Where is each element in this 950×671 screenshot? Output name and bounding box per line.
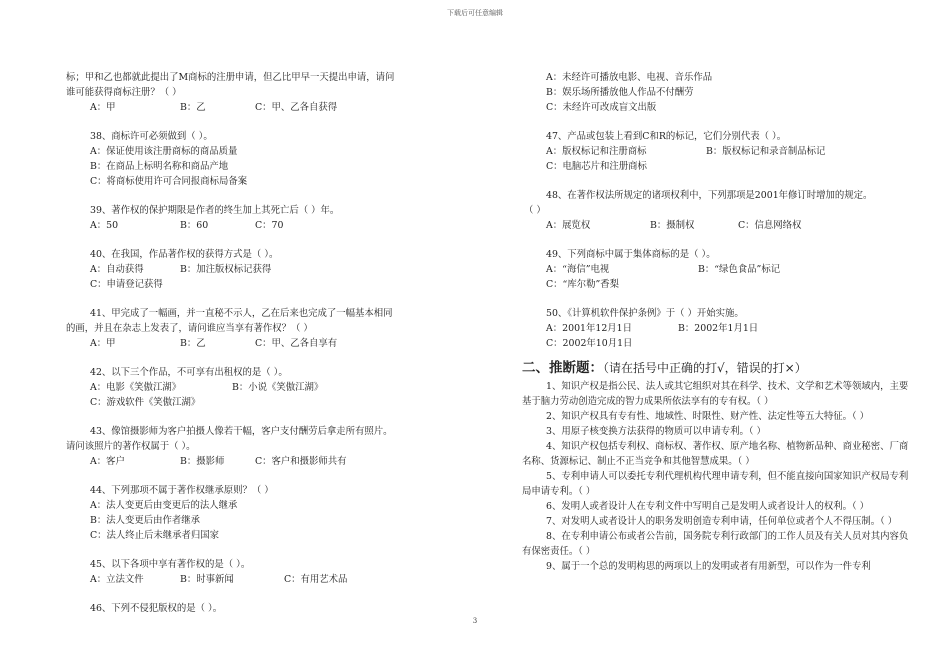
question-37-tail [66, 70, 466, 115]
option-c: C：客户和摄影师共有 [255, 456, 347, 467]
option-c: C：信息网络权 [738, 220, 802, 231]
option-b: B：在商品上标明名称和商品产地 [90, 161, 229, 172]
option-c: C：甲、乙各自享有 [255, 338, 338, 349]
option-a: A：2001年12月1日 [546, 323, 633, 334]
option-row [66, 336, 466, 351]
question-text: 49、下列商标中属于集体商标的是（ ）。 [546, 249, 716, 260]
question-text: 43、像馆摄影师为客户拍摄人像若干幅，客户支付酬劳后拿走所有照片。 [90, 426, 393, 437]
question-41 [66, 306, 466, 351]
option-b: B：摄制权 [650, 220, 695, 231]
question-text: 46、下列不侵犯版权的是（ ）。 [90, 603, 223, 614]
question-39 [66, 203, 466, 233]
option-c: C：甲、乙各自获得 [255, 102, 338, 113]
section-instruction: （请在括号中正确的打√，错误的打×） [603, 361, 807, 375]
option-c: C：法人终止后未继承者归国家 [90, 530, 220, 541]
option-c: C：未经许可改成盲文出版 [546, 102, 657, 113]
question-text: 标；甲和乙也都就此提出了M商标的注册申请，但乙比甲早一天提出申请，请问 [66, 72, 395, 83]
option-c: C：电脑芯片和注册商标 [546, 161, 647, 172]
option-c: C：将商标使用许可合同报商标局备案 [90, 176, 248, 187]
option-c: C：游戏软件《笑傲江湖》 [90, 397, 201, 408]
option-row [66, 454, 466, 469]
question-46-options [522, 70, 917, 115]
question-text: 谁可能获得商标注册？（ ） [66, 87, 182, 98]
option-a: A：版权标记和注册商标 [546, 146, 647, 157]
question-text: 38、商标许可必须做到（ ）。 [90, 131, 213, 142]
question-text: 40、在我国，作品著作权的获得方式是（ ）。 [90, 249, 279, 260]
option-a: A：甲 [90, 102, 116, 113]
option-row [522, 321, 917, 336]
page-number: 3 [472, 617, 478, 625]
judgment-item: 8、在专利申请公布或者公告前，国务院专利行政部门的工作人员及有关人员对其内容负有保密责任。（ ） [522, 531, 909, 557]
option-a: A：未经许可播放电影、电视、音乐作品 [546, 72, 713, 83]
question-50 [522, 306, 917, 351]
question-text: 45、以下各项中享有著作权的是（ ）。 [90, 559, 251, 570]
question-47 [522, 129, 917, 174]
option-b: B：加注版权标记获得 [180, 264, 272, 275]
question-text: 41、甲完成了一幅画，并一直秘不示人，乙在后来也完成了一幅基本相同 [90, 308, 393, 319]
option-row [66, 262, 466, 277]
option-a: A：自动获得 [90, 264, 144, 275]
option-b: B：60 [180, 220, 209, 231]
option-a: A：保证使用该注册商标的商品质量 [90, 146, 238, 157]
option-row [522, 218, 917, 233]
option-b: B：娱乐场所播放他人作品不付酬劳 [546, 87, 694, 98]
option-b: B：摄影师 [180, 456, 225, 467]
question-49 [522, 247, 917, 292]
option-row [522, 262, 917, 277]
option-b: B：小说《笑傲江湖》 [232, 382, 324, 393]
question-text: 50、《计算机软件保护条例》于（ ）开始实施。 [546, 308, 744, 319]
judgment-item: 9、属于一个总的发明构思的两项以上的发明或者有用新型，可以作为一件专利 [546, 561, 871, 572]
judgment-item: 2、知识产权具有专有性、地域性、时限性、财产性、法定性等五大特征。（ ） [546, 411, 870, 422]
judgment-item: 7、对发明人或者设计人的职务发明创造专利申请，任何单位或者个人不得压制。（ ） [546, 516, 898, 527]
question-42 [66, 365, 466, 410]
option-a: A：电影《笑傲江湖》 [90, 382, 182, 393]
option-row [66, 572, 466, 587]
option-b: B：版权标记和录音制品标记 [706, 146, 826, 157]
option-b: B：时事新闻 [180, 574, 234, 585]
section-heading: 二、推断题： [522, 360, 603, 376]
question-text: （ ） [524, 205, 546, 216]
option-b: B：乙 [180, 102, 206, 113]
option-b: B：2002年1月1日 [678, 323, 759, 334]
option-a: A：客户 [90, 456, 125, 467]
question-45 [66, 557, 466, 587]
option-row [66, 100, 466, 115]
option-b: B：法人变更后由作者继承 [90, 515, 201, 526]
option-c: C：70 [255, 220, 284, 231]
question-46 [66, 601, 466, 616]
question-text: 48、在著作权法所规定的诸项权利中，下列那项是2001年修订时增加的规定。 [546, 190, 873, 201]
option-a: A：立法文件 [90, 574, 144, 585]
option-c: C：申请登记获得 [90, 279, 163, 290]
option-row [66, 380, 466, 395]
question-text: 39、著作权的保护期限是作者的终生加上其死亡后（ ）年。 [90, 205, 340, 216]
judgment-item: 1、知识产权是指公民、法人或其它组织对其在科学、技术、文学和艺术等领域内，主要基于脑力劳动创造完成的智力成果所依法享有的专有权。（ ） [522, 381, 909, 407]
option-b: B：“绿色食品”标记 [698, 264, 781, 275]
judgment-item: 6、发明人或者设计人在专利文件中写明自己是发明人或者设计人的权利。（ ） [546, 501, 870, 512]
option-a: A：50 [90, 220, 119, 231]
question-text: 44、下列那项不属于著作权继承原则？（ ） [90, 485, 274, 496]
question-48 [522, 188, 917, 233]
section-title [522, 359, 917, 377]
question-text: 47、产品或包装上看到C和R的标记，它们分别代表（ ）。 [546, 131, 787, 142]
question-44 [66, 483, 466, 543]
option-b: B：乙 [180, 338, 206, 349]
option-c: C：“库尔勒”香梨 [546, 279, 620, 290]
option-a: A：甲 [90, 338, 116, 349]
page-header: 下载后可任意编辑 [447, 9, 503, 17]
option-a: A：展览权 [546, 220, 591, 231]
question-38 [66, 129, 466, 189]
option-c: C：有用艺术品 [284, 574, 348, 585]
question-40 [66, 247, 466, 292]
right-column [522, 70, 917, 574]
judgment-item: 3、用原子核变换方法获得的物质可以申请专利。（ ） [546, 426, 766, 437]
question-text: 请问该照片的著作权属于（ ）。 [66, 441, 196, 452]
question-text: 42、以下三个作品，不可享有出租权的是（ ）。 [90, 367, 288, 378]
judgment-item: 5、专利申请人可以委托专利代理机构代理申请专利，但不能直接向国家知识产权局专利局申请专利。（ ） [522, 471, 909, 497]
option-row [522, 144, 917, 159]
question-text: 的画，并且在杂志上发表了，请问谁应当享有著作权？（ ） [66, 323, 313, 334]
judgment-item: 4、知识产权包括专利权、商标权、著作权、原产地名称、植物新品种、商业秘密、厂商名称、货源标记、制止不正当竞争和其他智慧成果。（ ） [522, 441, 909, 467]
option-row [66, 218, 466, 233]
option-a: A：法人变更后由变更后的法人继承 [90, 500, 238, 511]
option-c: C：2002年10月1日 [546, 338, 633, 349]
left-column [66, 70, 466, 630]
option-a: A：“海信”电视 [546, 264, 610, 275]
question-43 [66, 424, 466, 469]
